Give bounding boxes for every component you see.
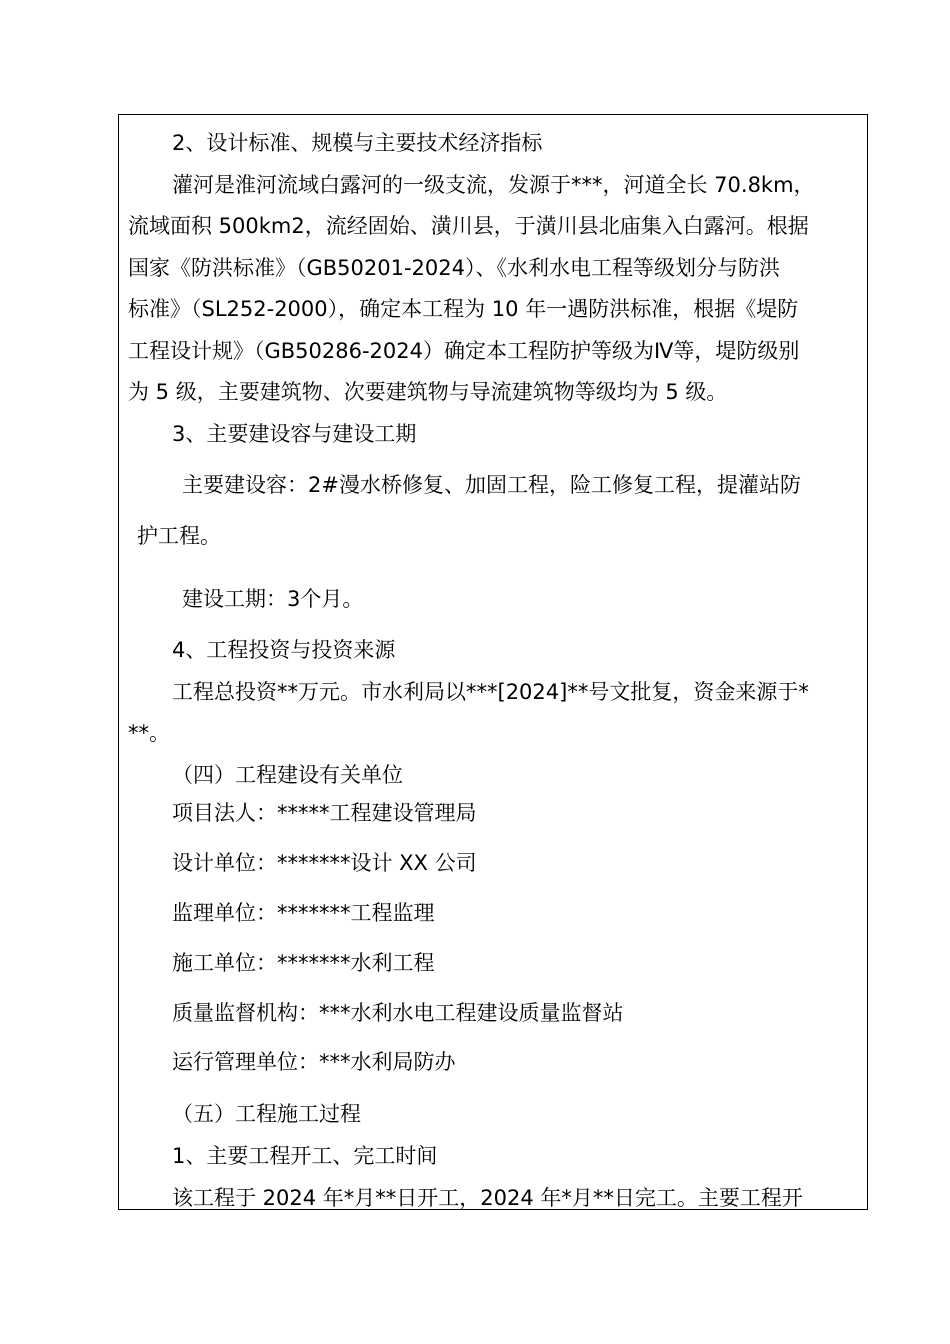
body-text-line: 标准》（SL252-2000），确定本工程为 10 年一遇防洪标准，根据《堤防 [128,297,799,321]
unit-quality-supervision: 质量监督机构：***水利水电工程建设质量监督站 [172,1001,624,1025]
body-text-line: 主要建设容：2#漫水桥修复、加固工程，险工修复工程，提灌站防 [182,473,801,497]
body-text-line: **。 [128,721,170,745]
section-heading-construction-content: 3、主要建设容与建设工期 [172,422,417,446]
section-heading-construction-process: （五）工程施工过程 [172,1102,361,1126]
unit-supervision: 监理单位：*******工程监理 [172,901,435,925]
body-text-line: 护工程。 [137,524,221,548]
body-text-line: 建设工期：3个月。 [182,587,364,611]
body-text-line: 该工程于 2024 年*月**日开工，2024 年*月**日完工。主要工程开 [172,1186,803,1210]
section-heading-design-standard: 2、设计标准、规模与主要技术经济指标 [172,131,543,155]
body-text-line: 为 5 级，主要建筑物、次要建筑物与导流建筑物等级均为 5 级。 [128,380,728,404]
section-heading-investment: 4、工程投资与投资来源 [172,638,396,662]
body-text-line: 国家《防洪标准》（GB50201-2024）、《水利水电工程等级划分与防洪 [128,256,781,280]
body-text-line: 工程设计规》（GB50286-2024）确定本工程防护等级为Ⅳ等，堤防级别 [128,339,800,363]
body-text-line: 工程总投资**万元。市水利局以***[2024]**号文批复，资金来源于* [172,680,809,704]
unit-project-owner: 项目法人：*****工程建设管理局 [172,801,477,825]
body-text-line: 灌河是淮河流域白露河的一级支流，发源于***，河道全长 70.8km， [172,173,815,197]
section-heading-units: （四）工程建设有关单位 [172,763,403,787]
section-heading-start-finish-time: 1、主要工程开工、完工时间 [172,1144,438,1168]
unit-operation-management: 运行管理单位：***水利局防办 [172,1050,456,1074]
unit-design: 设计单位：*******设计 XX 公司 [172,851,477,875]
body-text-line: 流域面积 500km2，流经固始、潢川县，于潢川县北庙集入白露河。根据 [128,214,809,238]
unit-construction: 施工单位：*******水利工程 [172,951,435,975]
